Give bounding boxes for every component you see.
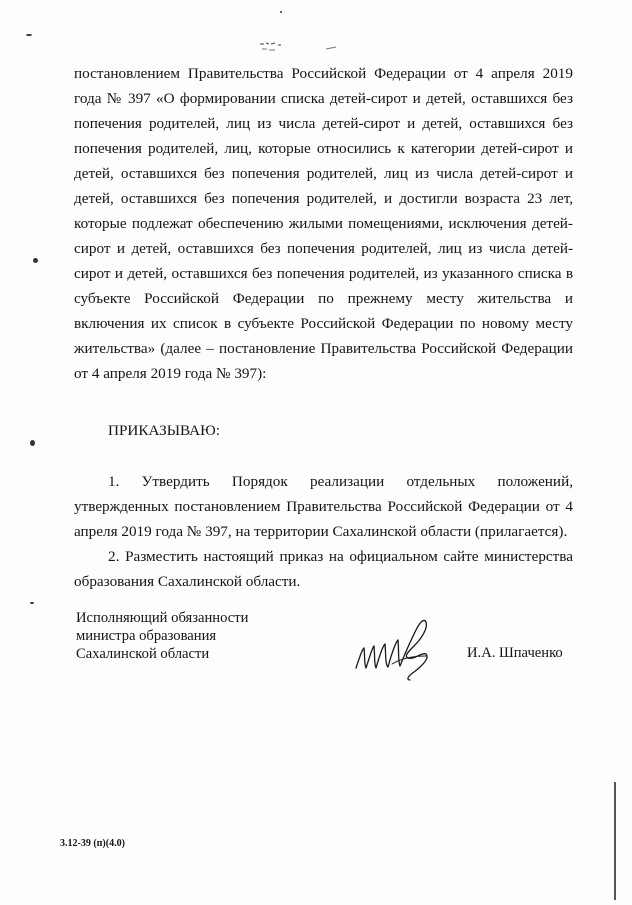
document-body <box>74 61 573 594</box>
signatory-position <box>76 609 248 663</box>
intro-paragraph: постановлением Правительства Российской Федерации от 4 апреля 2019 года № 397 «О формировании списка детей-сирот и детей, оставшихся без попечения родителей, лиц из числа детей-сирот и детей, оставшихся без попечения родителей, лиц, которые относились к категории детей-сирот и детей, оставшихся без попечения родителей, лиц из числа детей-сирот и детей, оставшихся без попечения родителей, и достигли возраста 23 лет, которые подлежат обеспечению жилыми помещениями, исключения детей-сирот и детей, оставшихся без попечения родителей, лиц из числа детей-сирот и детей, оставшихся без попечения родителей, из указанного списка в субъекте Российской Федерации по прежнему месту жительства и включения их список в субъекте Российской Федерации по новому месту жительства» (далее – постановление Правительства Российской Федерации от 4 апреля 2019 года № 397): <box>74 65 573 382</box>
scan-speck <box>30 440 35 446</box>
order-item-2: 2. Разместить настоящий приказ на официальном сайте министерства образования Сахалинской области. <box>74 548 573 590</box>
signatory-position-line: Сахалинской области <box>76 646 210 662</box>
scan-speck <box>33 258 38 263</box>
document-code: 3.12-39 (п)(4.0) <box>60 838 125 849</box>
scan-edge-line <box>614 782 616 900</box>
signatory-position-line: Исполняющий обязанности <box>76 610 249 626</box>
order-heading: ПРИКАЗЫВАЮ: <box>108 422 220 439</box>
signatory-name: И.А. Шпаченко <box>467 645 563 661</box>
scan-artifact-marks <box>254 40 354 60</box>
handwritten-signature <box>352 612 442 684</box>
signatory-position-line: министра образования <box>76 628 217 644</box>
scan-speck <box>26 34 32 36</box>
scan-speck <box>280 11 282 13</box>
scan-speck <box>30 602 34 604</box>
order-item-1: 1. Утвердить Порядок реализации отдельных положений, утвержденных постановлением Правительства Российской Федерации от 4 апреля 2019 года № 397, на территории Сахалинской области (прилагается). <box>74 473 573 540</box>
